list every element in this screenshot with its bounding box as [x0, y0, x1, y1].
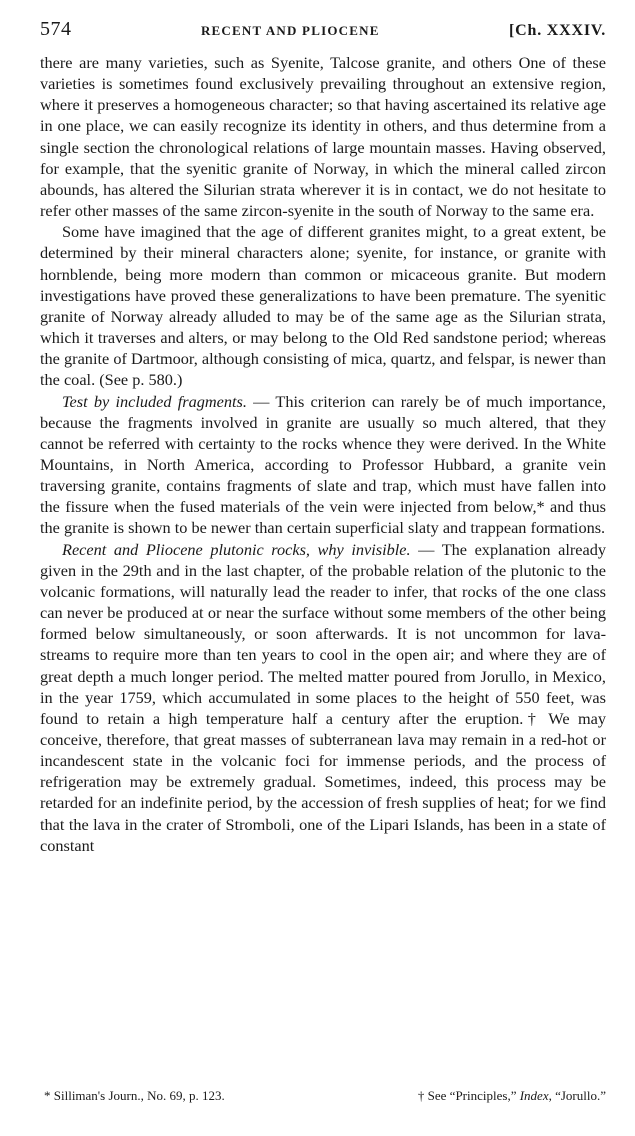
- paragraph-1: [40, 52, 606, 221]
- paragraph-4: [40, 539, 606, 856]
- paragraph-4-text: — The explanation already given in the 29th and in the last chapter, of the probable relation of the plutonic to the volcanic formations, will naturally lead the reader to infer, that rocks of the one class can never be produced at or near the surface without some members of the other being formed below simultaneously, or soon afterwards. It is not uncommon for lava-streams to require more than ten years to cool in the open air; and where they are of great depth a much longer period. The melted matter poured from Jorullo, in Mexico, in the year 1759, which accumulated in some places to the height of 550 feet, was found to retain a high temperature half a century after the eruption.† We may conceive, therefore, that great masses of subterranean lava may remain in a red-hot or incandescent state in the volcanic foci for immense periods, and the process of refrigeration may be extremely gradual. Sometimes, indeed, this process may be retarded for an indefinite period, by the accession of fresh supplies of heat; for we find that the lava in the crater of Stromboli, one of the Lipari Islands, has been in a state of constant: [40, 539, 606, 855]
- footnote-2-index: Index: [519, 1088, 549, 1103]
- paragraph-3-text: — This criterion can rarely be of much importance, because the fragments involved in granite are usually so much altered, that they cannot be referred with certainty to the rocks whence they were derived. In the White Mountains, in North America, according to Professor Hubbard, a granite vein traversing granite, contains fragments of slate and trap, which must have fallen into the fissure when the fused materials of the vein were injected from below,* and thus the granite is shown to be newer than certain superficial slaty and trappean formations.: [40, 391, 606, 538]
- paragraph-3: [40, 391, 606, 539]
- chapter-label: [Ch. XXXIV.: [509, 22, 606, 39]
- running-title: RECENT AND PLIOCENE: [200, 23, 380, 38]
- footnote-2-tail: , “Jorullo.”: [548, 1088, 606, 1103]
- paragraph-2: [40, 221, 606, 390]
- paragraph-2-text: Some have imagined that the age of different granites might, to a great extent, be determined by their mineral characters alone; syenite, for instance, or granite with hornblende, being more modern than common or micaceous granite. But modern investigations have proved these generalizations to have been premature. The syenitic granite of Norway already alluded to may be of the same age as the Silurian strata, which it traverses and alters, or may belong to the Old Red sandstone period; whereas the granite of Dartmoor, although consisting of mica, quartz, and felspar, is newer than the coal. (See p. 580.): [40, 222, 606, 390]
- page-number: 574: [40, 18, 72, 40]
- footnote-2: [418, 1088, 606, 1104]
- section-heading-plutonic-rocks: Recent and Pliocene plutonic rocks, why invisible.: [62, 539, 411, 559]
- footnotes: [40, 1088, 606, 1104]
- book-page: [40, 18, 606, 856]
- footnote-2-text: † See “Principles,”: [417, 1088, 520, 1103]
- paragraph-1-text: there are many varieties, such as Syenite, Talcose granite, and others One of these varieties is sometimes found exclusively prevailing throughout an extensive region, where it preserves a homogeneous character; so that having ascertained its relative age in one place, we can easily recognize its identity in others, and thus determine from a single section the chronological relations of large mountain masses. Having observed, for example, that the syenitic granite of Norway, in which the mineral called zircon abounds, has altered the Silurian strata wherever it is in contact, we do not hesitate to refer other masses of the same zircon-syenite in the south of Norway to the same era.: [40, 53, 606, 221]
- footnote-1: * Silliman's Journ., No. 69, p. 123.: [44, 1088, 225, 1103]
- running-head: [40, 18, 606, 52]
- section-heading-included-fragments: Test by included fragments.: [62, 391, 247, 411]
- body-text: [40, 52, 606, 856]
